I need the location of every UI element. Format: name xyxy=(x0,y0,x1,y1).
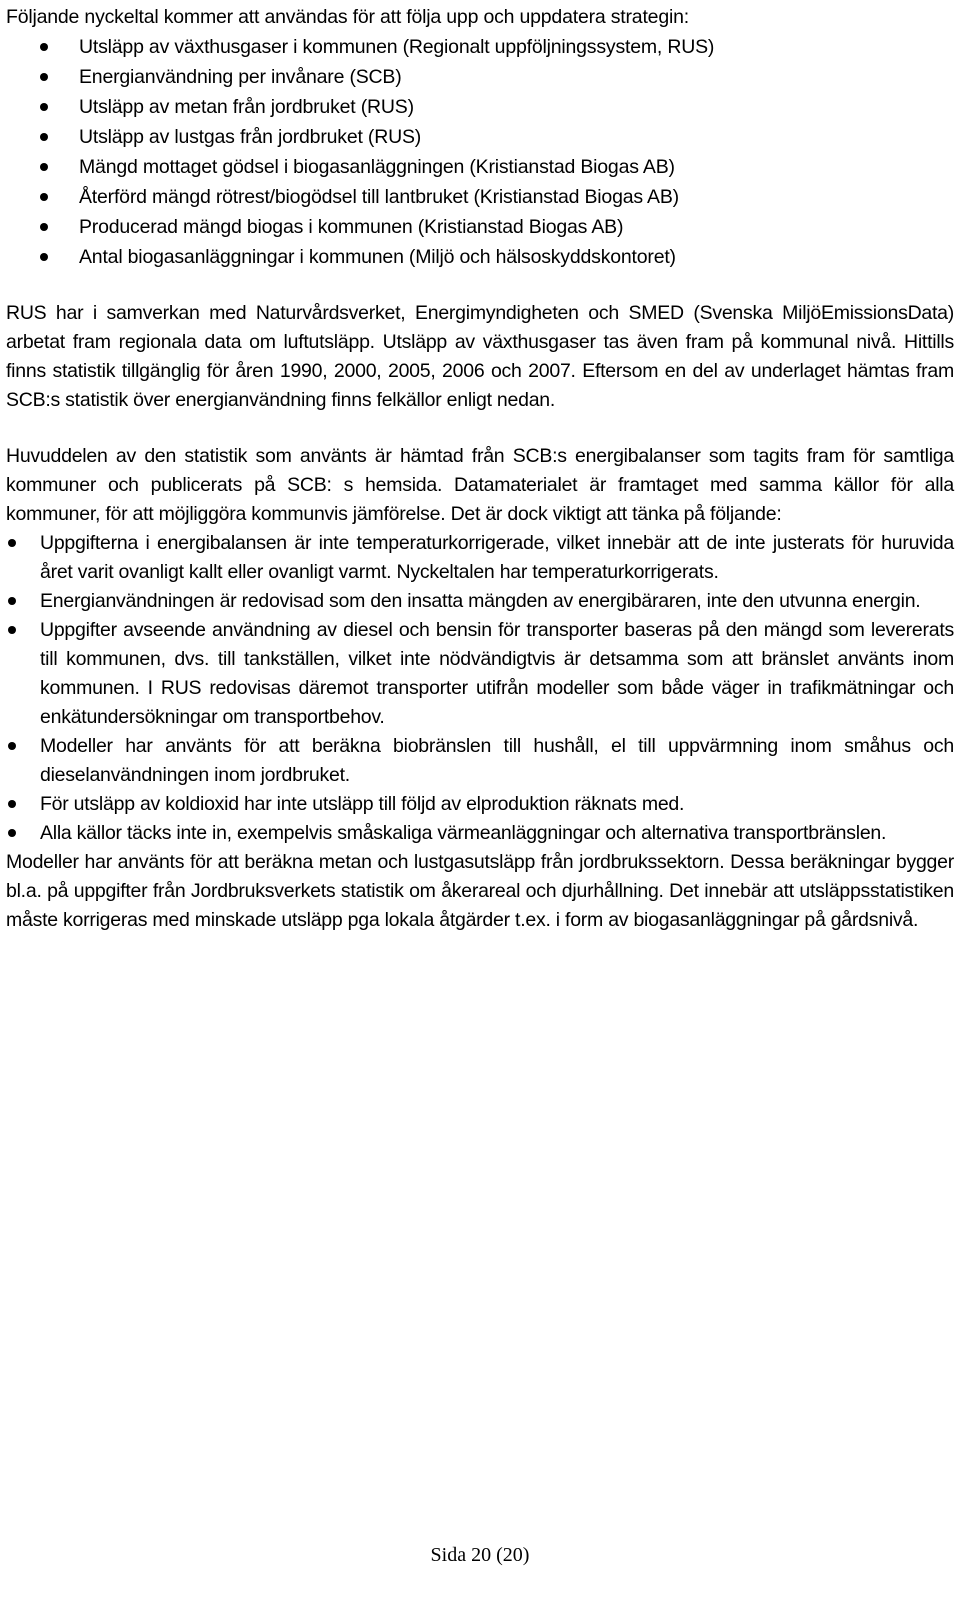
kpi-item xyxy=(6,92,954,122)
bullet-icon xyxy=(8,829,16,837)
note-text: Energianvändningen är redovisad som den insatta mängden av energibäraren, inte den utvunna energin. xyxy=(40,590,921,612)
kpi-text: Utsläpp av metan från jordbruket (RUS) xyxy=(79,96,414,118)
statistics-paragraph: Huvuddelen av den statistik som använts är hämtad från SCB:s energibalanser som tagits fram för samtliga kommuner och publicerats på SCB: s hemsida. Datamaterialet är framtaget med samma källor för alla kommuner, för att möjliggöra kommunvis jämförelse. Det är dock viktigt att tänka på följande: xyxy=(6,445,954,525)
kpi-text: Producerad mängd biogas i kommunen (Kristianstad Biogas AB) xyxy=(79,216,624,238)
kpi-text: Utsläpp av lustgas från jordbruket (RUS) xyxy=(79,126,422,148)
note-text: För utsläpp av koldioxid har inte utsläpp till följd av elproduktion räknats med. xyxy=(40,793,685,815)
kpi-text: Energianvändning per invånare (SCB) xyxy=(79,66,402,88)
kpi-text: Utsläpp av växthusgaser i kommunen (Regionalt uppföljningssystem, RUS) xyxy=(79,36,715,58)
note-item xyxy=(6,790,954,819)
kpi-item xyxy=(6,62,954,92)
bullet-icon xyxy=(40,103,48,111)
kpi-item xyxy=(6,212,954,242)
note-text: Uppgifterna i energibalansen är inte temperaturkorrigerade, vilket innebär att de inte justerats för huruvida året varit ovanligt kallt eller ovanligt varmt. Nyckeltalen har temperaturkorrigerats. xyxy=(40,532,954,583)
document-page xyxy=(6,0,954,935)
kpi-item xyxy=(6,182,954,212)
models-paragraph: Modeller har använts för att beräkna metan och lustgasutsläpp från jordbrukssektorn. Dessa beräkningar bygger bl.a. på uppgifter från Jordbruksverkets statistik om åkerareal och djurhållning. Det innebär att utsläppsstatistiken måste korrigeras med minskade utsläpp pga lokala åtgärder t.ex. i form av biogasanläggningar på gårdsnivå. xyxy=(6,851,954,931)
note-text: Uppgifter avseende användning av diesel och bensin för transporter baseras på den mängd som levererats till kommunen, dvs. till tankställen, vilket inte nödvändigtvis är detsamma som att bränslet använts inom kommunen. I RUS redovisas däremot transporter utifrån modeller som både väger in trafikmätningar och enkätundersökningar om transportbehov. xyxy=(40,619,954,728)
kpi-item xyxy=(6,152,954,182)
bullet-icon xyxy=(8,597,16,605)
page-number-footer: Sida 20 (20) xyxy=(430,1544,530,1566)
kpi-item xyxy=(6,122,954,152)
bullet-icon xyxy=(40,43,48,51)
bullet-icon xyxy=(40,73,48,81)
rus-paragraph: RUS har i samverkan med Naturvårdsverket, Energimyndigheten och SMED (Svenska MiljöEmissionsData) arbetat fram regionala data om luftutsläpp. Utsläpp av växthusgaser tas även fram på kommunal nivå. Hittills finns statistik tillgänglig för åren 1990, 2000, 2005, 2006 och 2007. Eftersom en del av underlaget hämtas fram SCB:s statistik över energianvändning finns felkällor enligt nedan. xyxy=(6,302,954,411)
bullet-icon xyxy=(8,800,16,808)
kpi-text: Mängd mottaget gödsel i biogasanläggningen (Kristianstad Biogas AB) xyxy=(79,156,675,178)
kpi-text: Återförd mängd rötrest/biogödsel till lantbruket (Kristianstad Biogas AB) xyxy=(79,186,679,208)
note-item xyxy=(6,616,954,732)
kpi-text: Antal biogasanläggningar i kommunen (Miljö och hälsoskyddskontoret) xyxy=(79,246,676,268)
bullet-icon xyxy=(8,626,16,634)
bullet-icon xyxy=(40,163,48,171)
bullet-icon xyxy=(8,539,16,547)
kpi-list xyxy=(6,32,954,272)
bullet-icon xyxy=(40,253,48,261)
intro-text: Följande nyckeltal kommer att användas för att följa upp och uppdatera strategin: xyxy=(6,6,689,28)
notes-list xyxy=(6,529,954,848)
bullet-icon xyxy=(40,193,48,201)
note-item xyxy=(6,819,954,848)
note-item xyxy=(6,529,954,587)
bullet-icon xyxy=(40,133,48,141)
note-item xyxy=(6,732,954,790)
note-text: Modeller har använts för att beräkna biobränslen till hushåll, el till uppvärmning inom småhus och dieselanvändningen inom jordbruket. xyxy=(40,735,954,786)
kpi-item xyxy=(6,32,954,62)
bullet-icon xyxy=(8,742,16,750)
note-item xyxy=(6,587,954,616)
note-text: Alla källor täcks inte in, exempelvis småskaliga värmeanläggningar och alternativa transportbränslen. xyxy=(40,822,887,844)
bullet-icon xyxy=(40,223,48,231)
kpi-item xyxy=(6,242,954,272)
